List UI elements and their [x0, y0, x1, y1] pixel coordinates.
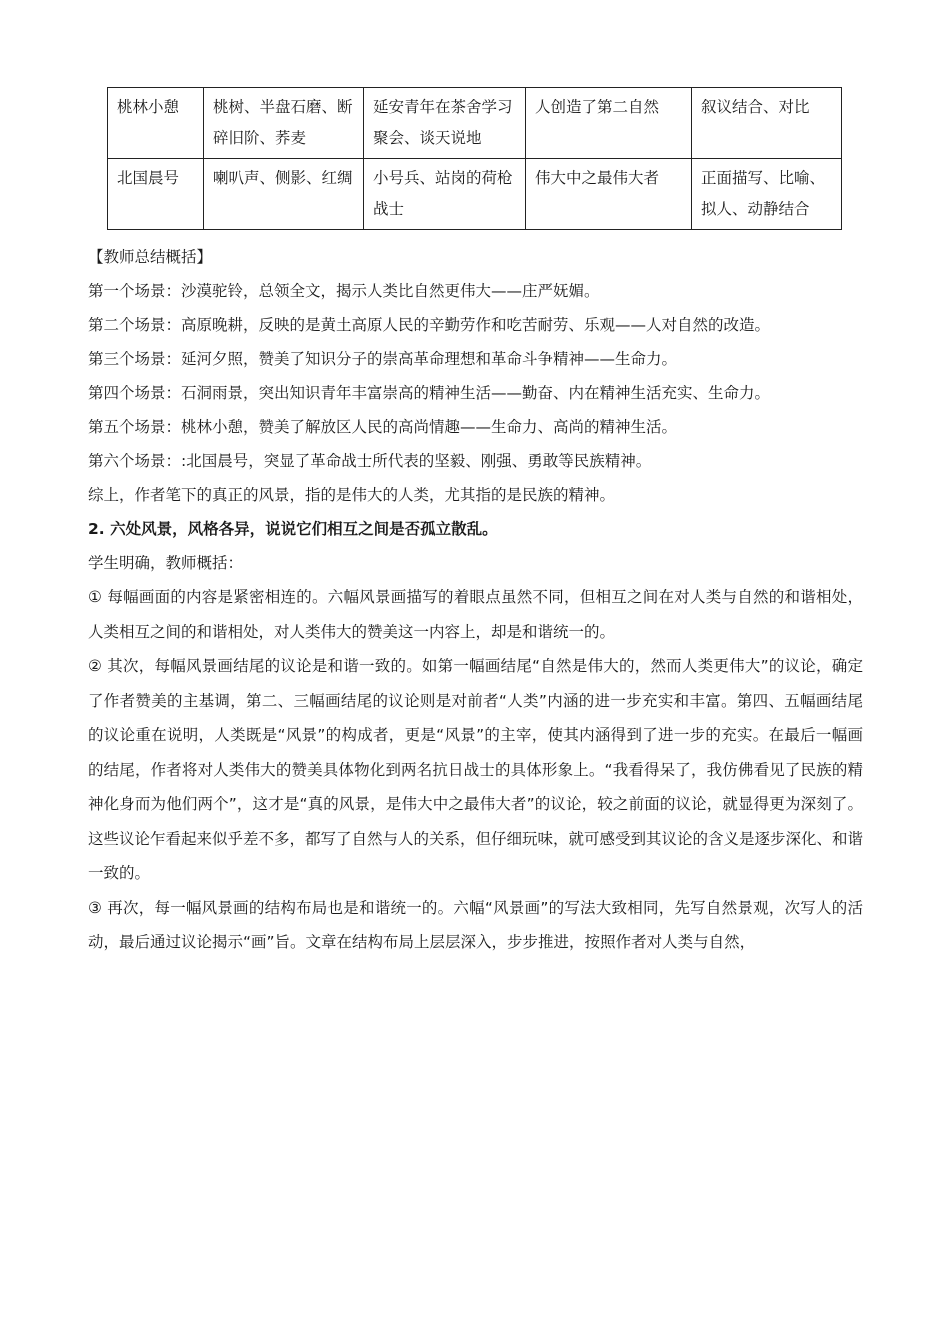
- table-cell: 北国晨号: [108, 159, 204, 230]
- summary-line: 第六个场景：:北国晨号，突显了革命战士所代表的坚毅、刚强、勇敢等民族精神。: [88, 452, 652, 470]
- table-cell: 叙议结合、对比: [692, 88, 842, 159]
- answer-point: ① 每幅画面的内容是紧密相连的。六幅风景画描写的着眼点虽然不同，但相互之间在对人类与自然的和谐相处，人类相互之间的和谐相处，对人类伟大的赞美这一内容上，却是和谐统一的。: [88, 588, 863, 641]
- table-cell: 喇叭声、侧影、红绸: [204, 159, 364, 230]
- summary-line: 综上，作者笔下的真正的风景，指的是伟大的人类，尤其指的是民族的精神。: [88, 486, 616, 504]
- table-cell: 桃林小憩: [108, 88, 204, 159]
- answer-point: ③ 再次，每一幅风景画的结构布局也是和谐统一的。六幅“风景画”的写法大致相同，先写自然景观，次写人的活动，最后通过议论揭示“画”旨。文章在结构布局上层层深入，步步推进，按照作者对人类与自然，: [88, 898, 863, 951]
- summary-line: 第一个场景：沙漠驼铃，总领全文，揭示人类比自然更伟大——庄严妩媚。: [88, 282, 600, 300]
- table-cell: 伟大中之最伟大者: [526, 159, 692, 230]
- summary-line: 第五个场景：桃林小憩，赞美了解放区人民的高尚情趣——生命力、高尚的精神生活。: [88, 418, 678, 436]
- table-cell: 延安青年在茶舍学习聚会、谈天说地: [364, 88, 526, 159]
- table-row: [108, 159, 842, 230]
- answer-point: ② 其次，每幅风景画结尾的议论是和谐一致的。如第一幅画结尾“自然是伟大的，然而人类更伟大”的议论，确定了作者赞美的主基调，第二、三幅画结尾的议论则是对前者“人类”内涵的进一步充实和丰富。第四、五幅画结尾的议论重在说明，人类既是“风景”的构成者，更是“风景”的主宰，使其内涵得到了进一步的充实。在最后一幅画的结尾，作者将对人类伟大的赞美具体物化到两名抗日战士的具体形象上。“我看得呆了，我仿佛看见了民族的精神化身而为他们两个”，这才是“真的风景，是伟大中之最伟大者”的议论，较之前面的议论，就显得更为深刻了。这些议论乍看起来似乎差不多，都写了自然与人的关系，但仔细玩味，就可感受到其议论的含义是逐步深化、和谐一致的。: [88, 657, 864, 882]
- scene-table: [107, 87, 842, 230]
- summary-line: 第二个场景：高原晚耕，反映的是黄土高原人民的辛勤劳作和吃苦耐劳、乐观——人对自然的改造。: [88, 316, 771, 334]
- table-cell: 正面描写、比喻、拟人、动静结合: [692, 159, 842, 230]
- table-cell: 小号兵、站岗的荷枪战士: [364, 159, 526, 230]
- table-cell: 人创造了第二自然: [526, 88, 692, 159]
- answer-intro: 学生明确，教师概括：: [88, 554, 244, 572]
- question-heading: 2. 六处风景，风格各异，说说它们相互之间是否孤立散乱。: [88, 520, 498, 538]
- table-cell: 桃树、半盘石磨、断碎旧阶、荞麦: [204, 88, 364, 159]
- summary-title: 【教师总结概括】: [88, 248, 213, 266]
- summary-line: 第三个场景：延河夕照，赞美了知识分子的崇高革命理想和革命斗争精神——生命力。: [88, 350, 678, 368]
- document-body: [88, 240, 863, 960]
- table-row: [108, 88, 842, 159]
- summary-line: 第四个场景：石洞雨景，突出知识青年丰富崇高的精神生活——勤奋、内在精神生活充实、生命力。: [88, 384, 771, 402]
